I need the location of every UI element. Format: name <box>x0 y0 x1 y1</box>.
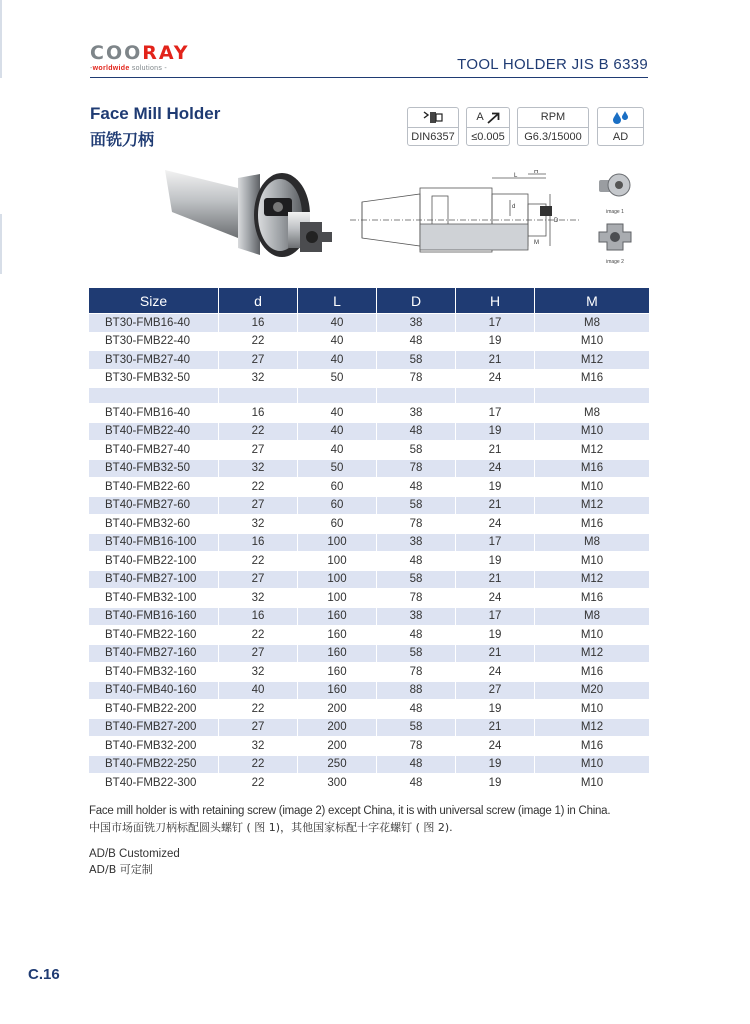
table-cell: 27 <box>218 350 297 369</box>
table-cell: BT40-FMB22-100 <box>89 551 218 570</box>
table-cell: M12 <box>534 570 649 589</box>
table-cell: BT40-FMB27-100 <box>89 570 218 589</box>
table-cell: 58 <box>376 440 455 459</box>
note-screw-en: Face mill holder is with retaining screw (image 2) except China, it is with universal screw (image 1) in China. <box>89 805 611 817</box>
table-cell: 78 <box>376 459 455 478</box>
table-cell: 22 <box>218 422 297 441</box>
note-screw-cn: 中国市场面铣刀柄标配圆头螺钉 ( 图 1)，其他国家标配十字花螺钉 ( 图 2). <box>89 821 453 834</box>
table-cell <box>297 387 376 403</box>
table-cell: BT30-FMB22-40 <box>89 332 218 351</box>
table-cell: 48 <box>376 332 455 351</box>
table-cell: M8 <box>534 403 649 422</box>
table-row <box>89 422 649 441</box>
table-cell: 17 <box>455 403 534 422</box>
screw-image-1 <box>595 168 635 215</box>
table-cell: 50 <box>297 459 376 478</box>
table-cell: 78 <box>376 588 455 607</box>
page-edge-line <box>0 0 2 78</box>
table-cell: M10 <box>534 422 649 441</box>
table-cell: 24 <box>455 459 534 478</box>
table-cell: BT40-FMB16-100 <box>89 533 218 552</box>
table-cell: 27 <box>218 496 297 515</box>
table-cell: 250 <box>297 755 376 774</box>
table-cell: 27 <box>455 681 534 700</box>
table-cell: 160 <box>297 625 376 644</box>
table-cell: 58 <box>376 350 455 369</box>
table-row <box>89 350 649 369</box>
screw-image-2 <box>595 218 635 263</box>
table-row <box>89 773 649 792</box>
table-row <box>89 403 649 422</box>
table-cell: 16 <box>218 313 297 332</box>
product-photo <box>160 160 340 278</box>
table-cell: BT40-FMB22-160 <box>89 625 218 644</box>
table-cell <box>218 387 297 403</box>
table-cell: BT40-FMB32-60 <box>89 514 218 533</box>
table-cell: BT30-FMB16-40 <box>89 313 218 332</box>
table-cell: 40 <box>218 681 297 700</box>
table-cell: BT40-FMB16-40 <box>89 403 218 422</box>
product-title-cn: 面铣刀柄 <box>90 130 155 149</box>
table-row <box>89 533 649 552</box>
table-row <box>89 332 649 351</box>
table-cell: 200 <box>297 718 376 737</box>
table-cell: 88 <box>376 681 455 700</box>
table-cell: M16 <box>534 588 649 607</box>
table-cell: 78 <box>376 736 455 755</box>
table-cell: M16 <box>534 736 649 755</box>
table-cell <box>534 387 649 403</box>
table-cell: M10 <box>534 625 649 644</box>
table-cell: 21 <box>455 496 534 515</box>
table-cell: 17 <box>455 313 534 332</box>
table-cell: 300 <box>297 773 376 792</box>
table-cell: 27 <box>218 644 297 663</box>
table-row <box>89 718 649 737</box>
table-cell: 100 <box>297 551 376 570</box>
dim-label-d: d <box>512 204 516 210</box>
coolant-drops-icon <box>611 110 631 125</box>
table-cell: M12 <box>534 718 649 737</box>
table-cell: 60 <box>297 477 376 496</box>
table-cell <box>376 387 455 403</box>
table-cell: 50 <box>297 369 376 388</box>
table-cell: 21 <box>455 570 534 589</box>
table-cell: BT40-FMB16-160 <box>89 607 218 626</box>
table-cell: 21 <box>455 718 534 737</box>
table-cell: BT40-FMB32-160 <box>89 662 218 681</box>
image-2-caption: image 2 <box>606 259 624 265</box>
table-header-row <box>89 288 649 313</box>
table-cell: 19 <box>455 551 534 570</box>
table-row <box>89 313 649 332</box>
table-cell: 16 <box>218 533 297 552</box>
header-divider <box>90 77 648 78</box>
table-cell: M12 <box>534 644 649 663</box>
table-cell: 22 <box>218 625 297 644</box>
spec-balance: RPM G6.3/15000 <box>517 107 589 146</box>
table-cell: BT40-FMB27-40 <box>89 440 218 459</box>
table-cell: 200 <box>297 699 376 718</box>
table-cell: 24 <box>455 369 534 388</box>
table-cell: 19 <box>455 773 534 792</box>
note-custom-en: AD/B Customized <box>89 848 180 860</box>
table-row <box>89 662 649 681</box>
table-cell: 60 <box>297 496 376 515</box>
table-cell: 17 <box>455 533 534 552</box>
table-cell: 19 <box>455 422 534 441</box>
table-cell: 78 <box>376 369 455 388</box>
brand-logo: COORAY -worldwide solutions - <box>90 42 190 72</box>
table-cell: M10 <box>534 477 649 496</box>
table-cell: 38 <box>376 533 455 552</box>
table-cell: 22 <box>218 699 297 718</box>
table-row <box>89 644 649 663</box>
table-cell: BT40-FMB22-200 <box>89 699 218 718</box>
table-row <box>89 755 649 774</box>
table-cell: M8 <box>534 607 649 626</box>
table-cell: 19 <box>455 755 534 774</box>
runout-arrow-icon <box>487 112 500 124</box>
dim-label-M: M <box>534 240 539 246</box>
table-cell: 22 <box>218 755 297 774</box>
table-cell: 160 <box>297 662 376 681</box>
table-cell: 22 <box>218 551 297 570</box>
table-cell: 21 <box>455 350 534 369</box>
table-cell: 100 <box>297 570 376 589</box>
table-cell: 24 <box>455 736 534 755</box>
table-cell: 160 <box>297 681 376 700</box>
table-cell: 32 <box>218 588 297 607</box>
table-row <box>89 551 649 570</box>
spec-coolant: AD <box>597 107 644 146</box>
table-cell: 17 <box>455 607 534 626</box>
table-cell: M16 <box>534 662 649 681</box>
table-cell: BT40-FMB22-60 <box>89 477 218 496</box>
table-cell: 24 <box>455 588 534 607</box>
table-cell: M12 <box>534 496 649 515</box>
table-row <box>89 681 649 700</box>
table-cell: 48 <box>376 422 455 441</box>
table-cell: 40 <box>297 440 376 459</box>
table-cell: 100 <box>297 588 376 607</box>
table-cell: M10 <box>534 699 649 718</box>
table-cell: 19 <box>455 699 534 718</box>
table-cell: 32 <box>218 369 297 388</box>
table-cell: 24 <box>455 662 534 681</box>
product-title-en: Face Mill Holder <box>90 104 221 123</box>
table-cell: M12 <box>534 350 649 369</box>
col-header-L: L <box>297 288 376 313</box>
table-cell: 40 <box>297 313 376 332</box>
dim-label-L: L <box>514 173 518 179</box>
table-cell: 48 <box>376 699 455 718</box>
table-row <box>89 588 649 607</box>
table-cell: 40 <box>297 350 376 369</box>
table-cell: 58 <box>376 570 455 589</box>
dim-label-H: H <box>534 170 539 175</box>
table-cell: 58 <box>376 718 455 737</box>
table-cell: BT30-FMB32-50 <box>89 369 218 388</box>
dim-label-D: D <box>554 218 559 224</box>
col-header-H: H <box>455 288 534 313</box>
table-cell: 160 <box>297 644 376 663</box>
note-custom-cn: AD/B 可定制 <box>89 863 153 876</box>
table-cell: BT40-FMB22-40 <box>89 422 218 441</box>
table-cell: 21 <box>455 440 534 459</box>
table-row <box>89 570 649 589</box>
page-edge-line <box>0 214 2 274</box>
table-cell: 32 <box>218 514 297 533</box>
table-cell: M8 <box>534 313 649 332</box>
table-cell: 48 <box>376 773 455 792</box>
table-row <box>89 514 649 533</box>
table-cell: 27 <box>218 570 297 589</box>
table-row <box>89 440 649 459</box>
table-row <box>89 699 649 718</box>
table-cell: 48 <box>376 755 455 774</box>
table-cell: M12 <box>534 440 649 459</box>
table-cell: BT40-FMB27-60 <box>89 496 218 515</box>
table-cell: BT40-FMB27-160 <box>89 644 218 663</box>
table-row <box>89 496 649 515</box>
col-header-size: Size <box>89 288 218 313</box>
tool-clamp-icon <box>422 110 444 125</box>
dimension-drawing <box>350 170 580 262</box>
table-cell: M10 <box>534 332 649 351</box>
table-cell: BT40-FMB22-300 <box>89 773 218 792</box>
table-cell: 40 <box>297 332 376 351</box>
table-cell: M16 <box>534 459 649 478</box>
table-cell: BT40-FMB22-250 <box>89 755 218 774</box>
table-row <box>89 459 649 478</box>
col-header-D: D <box>376 288 455 313</box>
table-cell <box>89 387 218 403</box>
table-cell: 27 <box>218 718 297 737</box>
table-cell: 40 <box>297 422 376 441</box>
table-cell <box>455 387 534 403</box>
table-cell: 19 <box>455 477 534 496</box>
table-cell: 48 <box>376 477 455 496</box>
table-row <box>89 736 649 755</box>
table-row <box>89 477 649 496</box>
table-cell: 32 <box>218 662 297 681</box>
table-cell: 27 <box>218 440 297 459</box>
table-cell: 16 <box>218 403 297 422</box>
col-header-d: d <box>218 288 297 313</box>
spec-runout: A ≤0.005 <box>466 107 510 146</box>
size-table <box>89 288 649 792</box>
table-cell: 38 <box>376 403 455 422</box>
table-cell: 48 <box>376 625 455 644</box>
table-cell: 24 <box>455 514 534 533</box>
table-cell: 160 <box>297 607 376 626</box>
table-cell: 22 <box>218 332 297 351</box>
table-spacer-row <box>89 387 649 403</box>
table-cell: M16 <box>534 369 649 388</box>
table-cell: BT40-FMB32-50 <box>89 459 218 478</box>
table-cell: 78 <box>376 662 455 681</box>
table-cell: 48 <box>376 551 455 570</box>
table-cell: M20 <box>534 681 649 700</box>
table-cell: M10 <box>534 551 649 570</box>
image-1-caption: image 1 <box>606 209 624 215</box>
table-cell: BT30-FMB27-40 <box>89 350 218 369</box>
col-header-M: M <box>534 288 649 313</box>
table-cell: 100 <box>297 533 376 552</box>
table-cell: BT40-FMB27-200 <box>89 718 218 737</box>
catalog-section-title: TOOL HOLDER JIS B 6339 <box>457 56 648 73</box>
table-cell: 21 <box>455 644 534 663</box>
table-cell: M10 <box>534 773 649 792</box>
table-cell: 32 <box>218 459 297 478</box>
table-row <box>89 625 649 644</box>
table-cell: 40 <box>297 403 376 422</box>
table-cell: 60 <box>297 514 376 533</box>
table-cell: M8 <box>534 533 649 552</box>
table-row <box>89 369 649 388</box>
table-cell: 38 <box>376 313 455 332</box>
spec-standard: DIN6357 <box>407 107 459 146</box>
table-cell: 16 <box>218 607 297 626</box>
page-number: C.16 <box>28 966 60 983</box>
table-cell: 22 <box>218 477 297 496</box>
table-cell: M16 <box>534 514 649 533</box>
table-cell: 19 <box>455 332 534 351</box>
table-cell: 58 <box>376 496 455 515</box>
table-cell: 200 <box>297 736 376 755</box>
table-cell: 32 <box>218 736 297 755</box>
table-cell: 58 <box>376 644 455 663</box>
table-cell: BT40-FMB32-200 <box>89 736 218 755</box>
table-cell: BT40-FMB40-160 <box>89 681 218 700</box>
table-cell: 38 <box>376 607 455 626</box>
table-cell: M10 <box>534 755 649 774</box>
table-cell: 78 <box>376 514 455 533</box>
table-cell: BT40-FMB32-100 <box>89 588 218 607</box>
table-row <box>89 607 649 626</box>
table-cell: 22 <box>218 773 297 792</box>
table-cell: 19 <box>455 625 534 644</box>
